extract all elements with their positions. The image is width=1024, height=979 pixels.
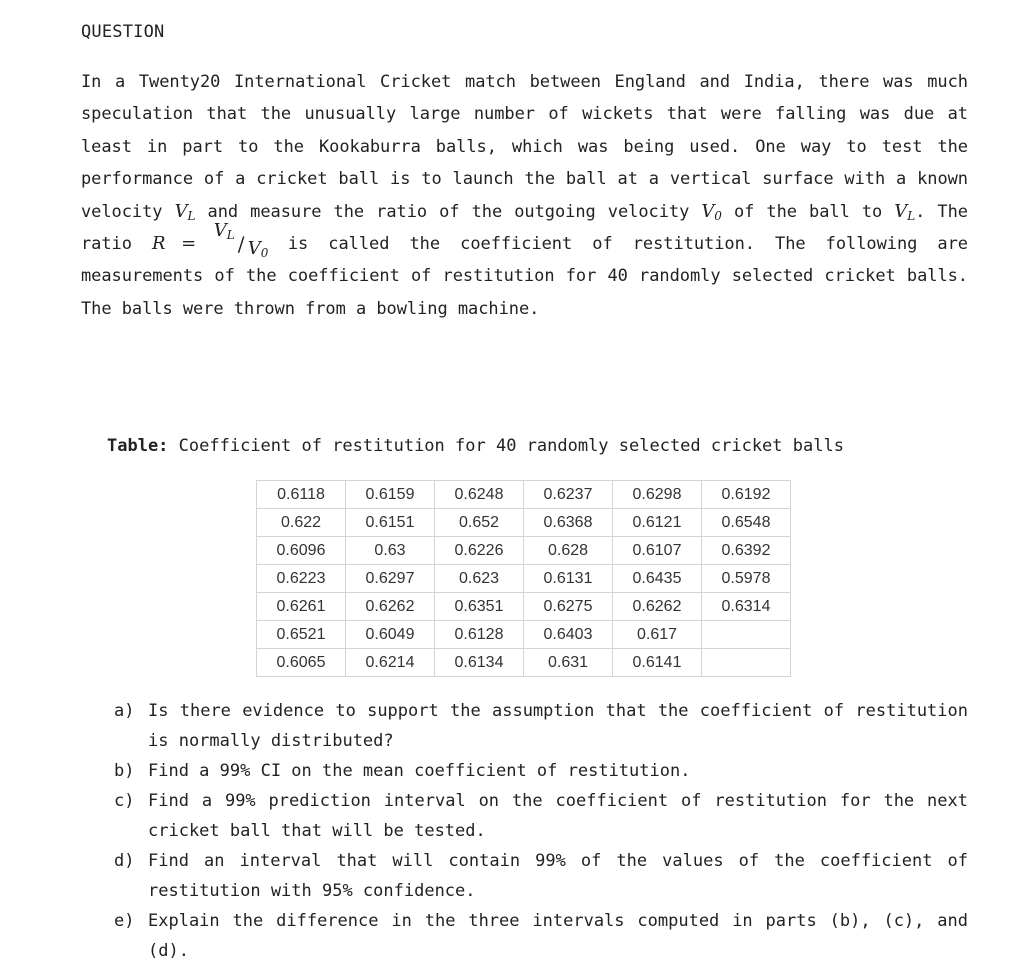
table-cell: 0.6237 [524,481,613,509]
table-row [257,481,791,509]
question-text: Explain the difference in the three intervals computed in parts (b), (c), and (d). [148,911,968,961]
table-cell: 0.6314 [702,593,791,621]
table-cell: 0.631 [524,649,613,677]
table-cell: 0.6226 [435,537,524,565]
table-cell: 0.6248 [435,481,524,509]
table-cell: 0.6368 [524,509,613,537]
intro-text-4: . The ratio [81,201,968,255]
ratio-formula: R = $V_L$ / $V_0$ [152,220,269,261]
table-caption-text: Coefficient of restitution for 40 randomly selected cricket balls [178,436,844,456]
symbol-v-l: $V_L$ [174,200,196,223]
table-row [257,649,791,677]
table-caption [107,436,844,456]
question-text: Find a 99% prediction interval on the coefficient of restitution for the next cricket ball that will be tested. [148,791,968,841]
table-cell: 0.6297 [346,565,435,593]
table-cell: 0.6435 [613,565,702,593]
table-cell: 0.6261 [257,593,346,621]
question-label: d) [114,851,135,871]
intro-text-5: is called the coefficient of restitution. The following are measurements of the coefficient of restitution for 40 randomly selected cricket balls. The balls were thrown from a bowling machine. [81,234,968,319]
table-cell: 0.6262 [346,593,435,621]
table-cell: 0.6107 [613,537,702,565]
question-item [114,756,968,786]
question-text: Is there evidence to support the assumption that the coefficient of restitution is normally distributed? [148,701,968,751]
question-item [114,906,968,966]
table-cell: 0.617 [613,621,702,649]
table-cell: 0.6351 [435,593,524,621]
symbol-v-l-2: $V_L$ [894,200,916,223]
table-cell: 0.6096 [257,537,346,565]
question-label: a) [114,701,135,721]
ratio-fraction: $V_L$ / $V_0$ [213,220,269,261]
table-cell: 0.628 [524,537,613,565]
intro-text-2: and measure the ratio of the outgoing velocity [207,201,690,222]
table-cell: 0.6262 [613,593,702,621]
table-cell: 0.6049 [346,621,435,649]
table-row [257,565,791,593]
question-text: Find an interval that will contain 99% of the values of the coefficient of restitution with 95% confidence. [148,851,968,901]
table-cell [702,649,791,677]
table-cell: 0.6214 [346,649,435,677]
question-text: Find a 99% CI on the mean coefficient of restitution. [148,761,691,781]
table-cell: 0.6298 [613,481,702,509]
table-cell: 0.6151 [346,509,435,537]
question-item [114,786,968,846]
intro-text-1: In a Twenty20 International Cricket match between England and India, there was much speculation that the unusually large number of wickets that were falling was due at least in part to the Kookaburra balls, which was being used. One way to test the performance of a cricket ball is to launch the ball at a vertical surface with a known velocity [81,72,968,222]
intro-text-3: of the ball to [733,201,883,222]
table-cell: 0.6128 [435,621,524,649]
question-label: e) [114,911,135,931]
symbol-v-0: $V_0$ [701,200,722,223]
table-row [257,509,791,537]
table-cell: 0.622 [257,509,346,537]
table-cell: 0.6521 [257,621,346,649]
table-cell: 0.6118 [257,481,346,509]
table-cell: 0.6065 [257,649,346,677]
table-cell: 0.6141 [613,649,702,677]
question-label: b) [114,761,135,781]
table-cell: 0.6134 [435,649,524,677]
question-list [114,696,968,966]
question-label: c) [114,791,135,811]
table-cell: 0.6131 [524,565,613,593]
question-item [114,846,968,906]
table-row [257,593,791,621]
table-cell: 0.6223 [257,565,346,593]
restitution-data-table [256,480,791,677]
table-cell: 0.6121 [613,509,702,537]
table-caption-label: Table: [107,436,169,456]
table-cell: 0.623 [435,565,524,593]
table-cell: 0.6275 [524,593,613,621]
table-row [257,621,791,649]
question-item [114,696,968,756]
table-cell: 0.652 [435,509,524,537]
table-cell: 0.6548 [702,509,791,537]
table-cell: 0.6403 [524,621,613,649]
table-row [257,537,791,565]
table-cell: 0.6192 [702,481,791,509]
table-cell: 0.63 [346,537,435,565]
table-cell: 0.6392 [702,537,791,565]
table-cell: 0.6159 [346,481,435,509]
table-cell [702,621,791,649]
question-intro-paragraph [81,66,968,325]
table-cell: 0.5978 [702,565,791,593]
question-heading: QUESTION [81,22,165,42]
